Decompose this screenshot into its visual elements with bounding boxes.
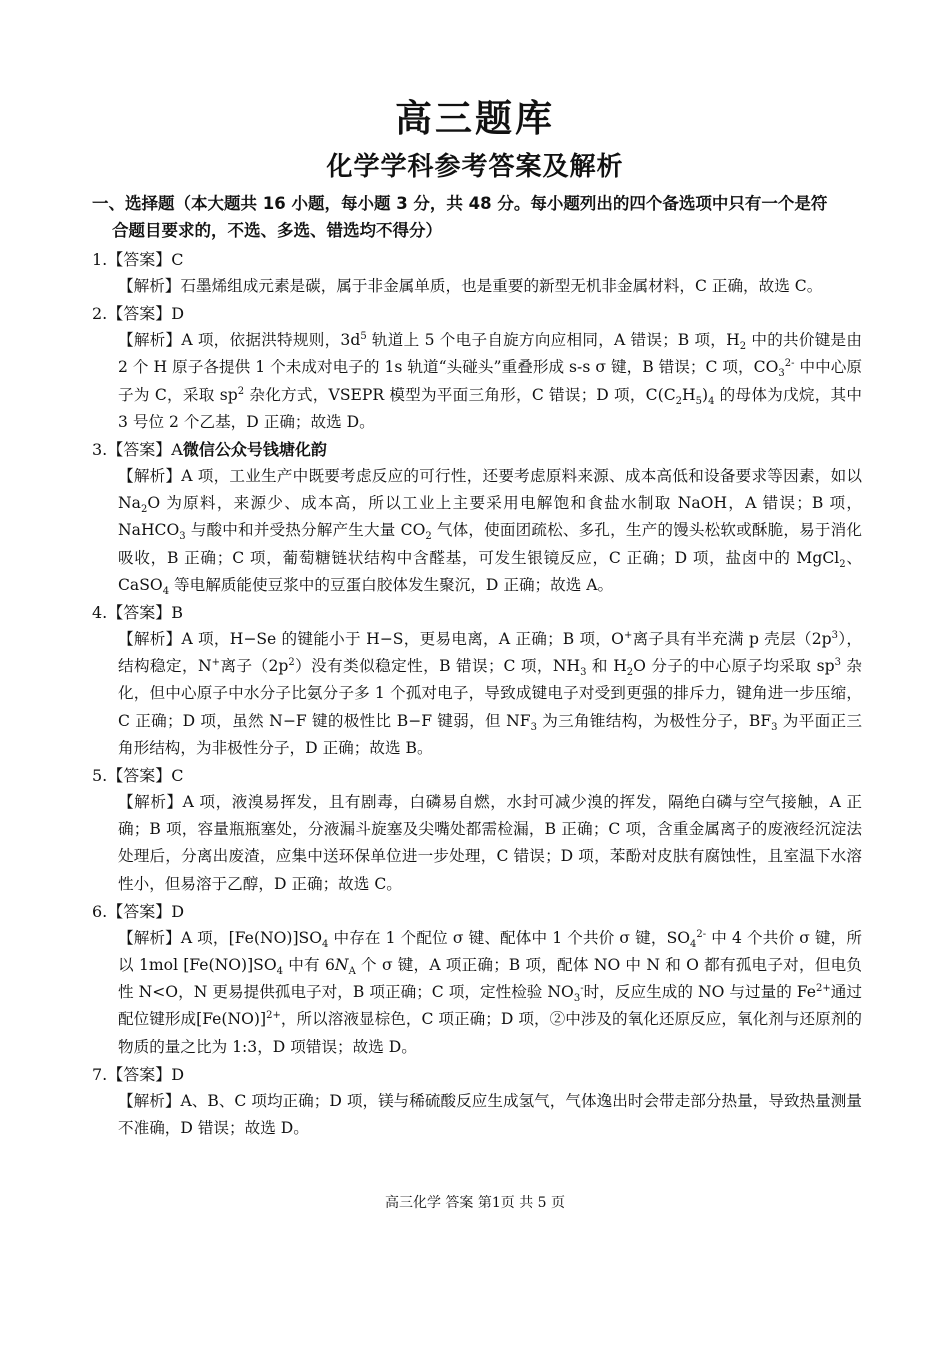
subscript: 4 xyxy=(690,938,697,950)
explanation xyxy=(92,327,862,436)
answer-label: 【答案】 xyxy=(107,603,172,623)
explain-label: 【解析】 xyxy=(118,1091,181,1110)
explanation xyxy=(92,789,862,898)
explanation-text: A 项，[Fe(NO)]SO xyxy=(180,928,323,947)
answer-value: D xyxy=(171,304,185,324)
answer-value: A xyxy=(171,440,183,460)
superscript: + xyxy=(211,657,221,669)
document-subtitle: 化学学科参考答案及解析 xyxy=(326,152,624,182)
explanation-text: 中存在 1 个配位 σ 键、配体中 1 个共价 σ 键，SO xyxy=(328,928,691,947)
explanation-text: ），结构稳定，N xyxy=(118,630,862,676)
page-footer: 高三化学 答案 第1页 共 5 页 xyxy=(384,1195,566,1211)
explanation-text: 时，反应生成的 NO 与过量的 Fe xyxy=(583,983,816,1002)
section-heading-line1: 一、选择题（本大题共 16 小题，每小题 3 分，共 48 分。每小题列出的四个备选项中只有一个是符 xyxy=(92,194,828,213)
question-item xyxy=(92,436,862,599)
answer-line xyxy=(92,599,862,626)
explain-label: 【解析】 xyxy=(118,277,181,295)
answer-line xyxy=(92,898,862,925)
question-number: 6. xyxy=(92,901,108,921)
answer-line xyxy=(92,246,862,273)
superscript: 2- xyxy=(696,928,707,940)
subscript: 2 xyxy=(626,667,634,679)
subscript: 2 xyxy=(839,558,846,570)
superscript: 2 xyxy=(288,657,295,669)
explanation-text: A 项，液溴易挥发，且有剧毒，白磷易自燃，水封可减少溴的挥发，隔绝白磷与空气接触，A 正确；B 项，容量瓶瓶塞处，分液漏斗旋塞及尖嘴处都需检漏，B 正确；C 项，含重金属离子的废液经沉淀法处理后，分离出废渣，应集中送环保单位进一步处理，C 错误；D 项，苯酚对皮肤有腐蚀性，且室温下水溶性小，但易溶于乙醇，D 正确；故选 C。 xyxy=(118,793,862,893)
explanation-text: A 项，H−Se 的键能小于 H−S，更易电离，A 正确；B 项，O xyxy=(181,630,624,649)
explanation-text: 为三角锥结构，为极性分子，BF xyxy=(536,711,772,730)
explanation-text: H xyxy=(682,385,696,404)
superscript: 5 xyxy=(360,331,367,343)
explanation-text: ）没有类似稳定性，B 错误；C 项，NH xyxy=(294,657,581,676)
question-item xyxy=(92,300,862,436)
explanation-text: O 为原料，来源少、成本高，所以工业上主要采用电解饱和食盐水制取 NaOH，A 错误；B 项，NaHCO xyxy=(118,494,862,540)
explain-label: 【解析】 xyxy=(118,793,183,812)
superscript: 3 xyxy=(834,657,842,669)
subscript: 5 xyxy=(695,395,702,407)
subscript: 4 xyxy=(322,938,329,950)
explanation-text: A、B、C 项均正确；D 项，镁与稀硫酸反应生成氢气，气体逸出时会带走部分热量，导致热量测量不准确，D 错误；故选 D。 xyxy=(118,1091,862,1138)
subscript: 2 xyxy=(425,531,432,543)
subscript: 3 xyxy=(771,721,778,733)
subscript: 2 xyxy=(675,395,683,407)
explanation-text: 的母体为戊烷，其中 3 号位 2 个乙基，D 正确；故选 D。 xyxy=(118,385,862,431)
answer-label: 【答案】 xyxy=(107,304,172,324)
subscript: 3 xyxy=(778,368,785,380)
explain-label: 【解析】 xyxy=(118,630,182,649)
explanation-text: O 分子的中心原子均采取 sp xyxy=(633,657,835,676)
section-heading xyxy=(92,190,862,244)
question-number: 3. xyxy=(92,440,108,460)
explanation-text: 中中心原子为 C，采取 sp xyxy=(118,358,862,404)
explain-label: 【解析】 xyxy=(118,928,181,947)
question-number: 7. xyxy=(92,1064,108,1084)
superscript: 2+ xyxy=(816,983,831,995)
explanation-text: 、CaSO xyxy=(118,548,862,594)
answer-label: 【答案】 xyxy=(107,250,172,269)
explanation xyxy=(92,463,862,599)
answer-line xyxy=(92,300,862,327)
answer-value: C xyxy=(171,766,184,786)
explanation-text: 为平面正三角形结构，为非极性分子，D 正确；故选 B。 xyxy=(118,711,862,757)
explanation-text: 杂化方式，VSEPR 模型为平面三角形，C 错误；D 项，C(C xyxy=(244,385,676,404)
answer-line xyxy=(92,436,862,463)
question-item xyxy=(92,762,862,898)
subscript: 2 xyxy=(140,504,148,516)
explanation-text: ) xyxy=(702,385,709,404)
answer-value: D xyxy=(171,1064,185,1084)
explanation-text: 中有 6 xyxy=(283,956,335,975)
subscript: 3 xyxy=(530,721,537,733)
explanation-text: 离子（2p xyxy=(220,657,289,676)
answer-label: 【答案】 xyxy=(107,766,172,786)
subscript: A xyxy=(348,966,356,978)
explanation-text: 轨道上 5 个电子自旋方向应相同，A 错误；B 项，H xyxy=(366,331,740,350)
question-number: 2. xyxy=(92,304,108,324)
question-item xyxy=(92,246,862,300)
explanation xyxy=(92,626,862,762)
subscript: 3 xyxy=(573,993,581,1005)
explanation-text: A 项，工业生产中既要考虑反应的可行性，还要考虑原料来源、成本高低和设备要求等因素，如以 Na xyxy=(118,467,862,513)
explanation-text: 与酸中和并受热分解产生大量 CO xyxy=(185,521,426,540)
superscript: 2+ xyxy=(266,1010,281,1022)
answer-line xyxy=(92,1061,862,1088)
content-area xyxy=(92,190,862,1142)
explanation xyxy=(92,1088,862,1142)
explanation-text: 气体，使面团疏松、多孔，生产的馒头松软或酥脆，易于消化吸收，B 正确；C 项，葡萄糖链状结构中含醛基，可发生银镜反应，C 正确；D 项，盐卤中的 MgCl xyxy=(118,521,862,567)
answer-line xyxy=(92,762,862,789)
subscript: 4 xyxy=(276,966,284,978)
explanation-text: 和 H xyxy=(586,657,627,676)
explanation xyxy=(92,273,862,300)
subscript: 3 xyxy=(179,531,186,543)
answer-label: 【答案】 xyxy=(107,440,172,460)
subscript: 4 xyxy=(708,395,715,407)
subscript: 2 xyxy=(739,341,747,353)
superscript: + xyxy=(623,629,633,641)
answer-value: D xyxy=(171,901,185,921)
question-item xyxy=(92,599,862,762)
explanation-text: 中 4 个共价 σ 键，所以 1mol [Fe(NO)]SO xyxy=(118,928,862,975)
explanation-text: 通过配位键形成[Fe(NO)] xyxy=(118,983,862,1029)
superscript: 2 xyxy=(237,385,245,397)
watermark-note: 微信公众号钱塘化韵 xyxy=(182,440,327,460)
answer-label: 【答案】 xyxy=(107,1064,172,1084)
subscript: 3 xyxy=(580,667,587,679)
explanation-text: A 项，依据洪特规则，3d xyxy=(181,331,361,350)
explanation-text: 杂化，但中心原子中水分子比氨分子多 1 个孤对电子，导致成键电子对受到更强的排斥力，键角进一步压缩，C 正确；D 项，虽然 N−F 键的极性比 B−F 键弱，但 NF xyxy=(118,657,863,730)
subscript: 4 xyxy=(162,585,170,597)
explanation-text: ，所以溶液显棕色，C 项正确；D 项，②中涉及的氧化还原反应，氧化剂与还原剂的物质的量之比为 1:3，D 项错误；故选 D。 xyxy=(118,1010,862,1056)
explain-label: 【解析】 xyxy=(118,331,182,350)
question-item xyxy=(92,898,862,1061)
question-item xyxy=(92,1061,862,1142)
answer-value: B xyxy=(171,603,184,623)
superscript: 3 xyxy=(831,629,839,641)
section-heading-line2: 合题目要求的，不选、多选、错选均不得分） xyxy=(112,221,442,240)
explanation-text: 石墨烯组成元素是碳，属于非金属单质，也是重要的新型无机非金属材料，C 正确，故选 C。 xyxy=(180,277,823,295)
brand-title: 高三题库 xyxy=(395,97,555,140)
question-number: 5. xyxy=(92,766,108,786)
superscript: 2- xyxy=(784,358,795,370)
explanation xyxy=(92,925,862,1061)
answer-value: C xyxy=(171,250,184,269)
explanation-text: 等电解质能使豆浆中的豆蛋白胶体发生聚沉，D 正确；故选 A。 xyxy=(169,575,614,594)
superscript: - xyxy=(580,983,584,995)
question-number: 4. xyxy=(92,603,108,623)
explanation-text: 离子具有半充满 p 壳层（2p xyxy=(632,630,832,649)
italic-symbol: N xyxy=(334,956,349,975)
question-number: 1. xyxy=(92,250,108,269)
answer-label: 【答案】 xyxy=(107,901,172,921)
explain-label: 【解析】 xyxy=(118,467,182,486)
explanation-text: 中的共价键是由 2 个 H 原子各提供 1 个未成对电子的 1s 轨道“头碰头”重叠形成 s-s σ 键，B 错误；C 项，CO xyxy=(118,331,862,377)
explanation-text: 个 σ 键，A 项正确；B 项，配体 NO 中 N 和 O 都有孤电子对，但电负性 N<O，N 更易提供孤电子对，B 项正确；C 项，定性检验 NO xyxy=(118,956,862,1002)
